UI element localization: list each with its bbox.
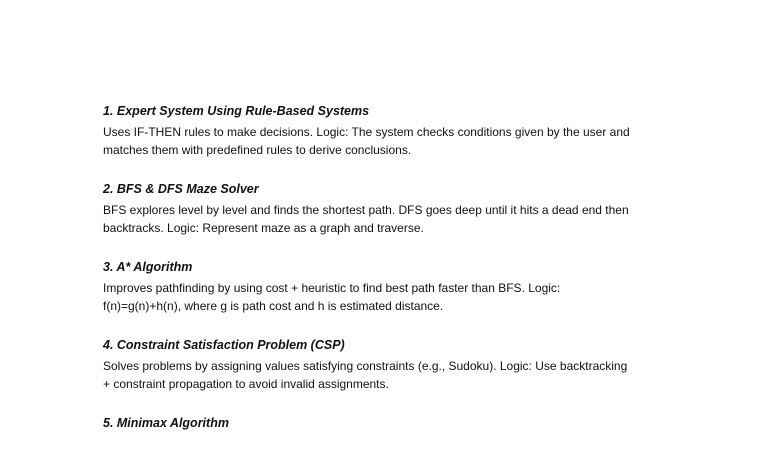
section-body — [103, 357, 693, 393]
body-line: backtracks. Logic: Represent maze as a graph and traverse. — [103, 221, 424, 235]
body-line: matches them with predefined rules to derive conclusions. — [103, 143, 412, 157]
section-expert-system — [103, 103, 693, 159]
body-line: Uses IF-THEN rules to make decisions. Logic: The system checks conditions given by the user and — [103, 125, 630, 139]
section-heading: 3. A* Algorithm — [103, 260, 193, 274]
body-line: Improves pathfinding by using cost + heuristic to find best path faster than BFS. Logic: — [103, 281, 561, 295]
section-bfs-dfs — [103, 181, 693, 237]
document-page — [103, 103, 693, 453]
section-body — [103, 279, 693, 315]
section-heading: 1. Expert System Using Rule-Based Systems — [103, 104, 370, 118]
section-minimax — [103, 415, 693, 431]
body-line: + constraint propagation to avoid invalid assignments. — [103, 377, 389, 391]
section-heading: 5. Minimax Algorithm — [103, 416, 229, 430]
body-line: Solves problems by assigning values satisfying constraints (e.g., Sudoku). Logic: Use backtracking — [103, 359, 628, 373]
section-csp — [103, 337, 693, 393]
section-body — [103, 201, 693, 237]
body-line: f(n)=g(n)+h(n), where g is path cost and h is estimated distance. — [103, 299, 444, 313]
section-body — [103, 123, 693, 159]
section-a-star — [103, 259, 693, 315]
section-heading: 2. BFS & DFS Maze Solver — [103, 182, 259, 196]
section-heading: 4. Constraint Satisfaction Problem (CSP) — [103, 338, 345, 352]
body-line: BFS explores level by level and finds the shortest path. DFS goes deep until it hits a dead end then — [103, 203, 629, 217]
